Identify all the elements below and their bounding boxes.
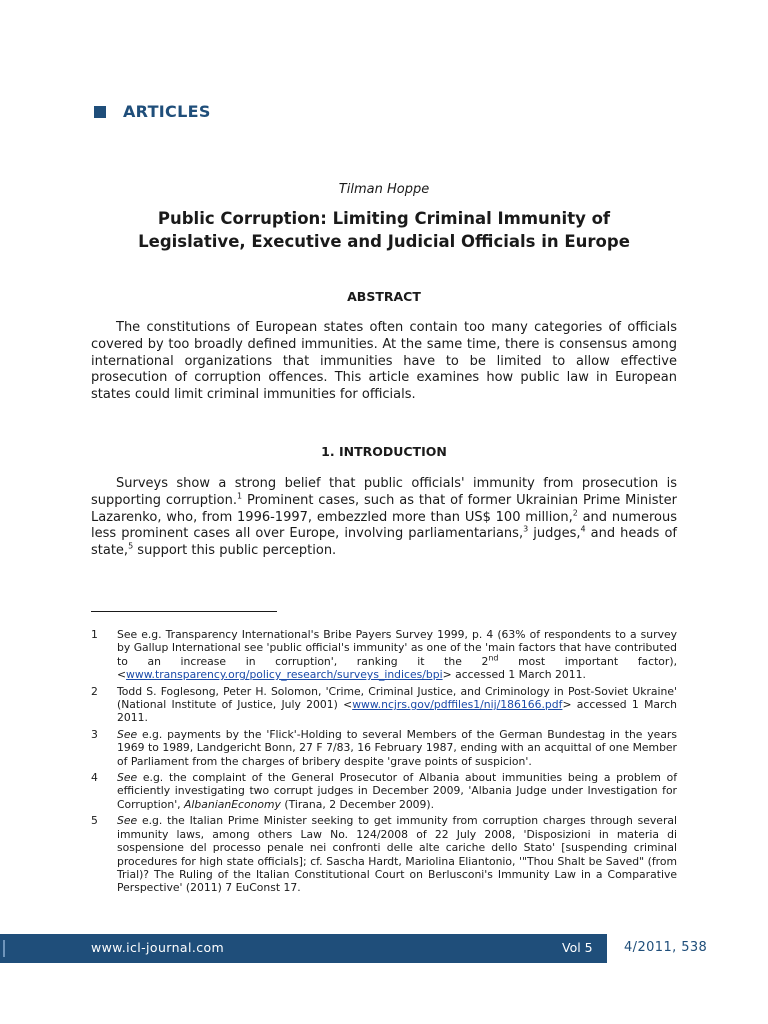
footnote-text: See e.g. the complaint of the General Prosecutor of Albania about immunities being a problem of efficiently investigating two corrupt judges in December 2009, 'Albania Judge under Investigation for Corruption', AlbanianEconomy (Tirana, 2 December 2009). [117,771,677,811]
footnote-number: 3 [91,727,98,741]
footnote-text: Todd S. Foglesong, Peter H. Solomon, 'Crime, Criminal Justice, and Criminology in Post-Soviet Ukraine' (National Institute of Justice, July 2001) <www.ncjrs.gov/pdffiles1/nij/186166.pdf> accessed 1 March 2011. [117,684,677,725]
introduction-body [91,476,677,560]
article-title [100,207,668,253]
square-bullet-icon [94,106,106,118]
footnote-number: 5 [91,814,98,828]
footnote-text: See e.g. the Italian Prime Minister seeking to get immunity from corruption charges through several immunity laws, among others Law No. 124/2008 of 22 July 2008, 'Disposizioni in materia di sospensione del processo penale nei confronti delle alte cariche dello Stato' [suspending criminal procedures for high state officials]; cf. Sascha Hardt, Mariolina Eliantonio, '"Thou Shalt be Saved" (from Trial)? The Ruling of the Italian Constitutional Court on Berlusconi's Immunity Law in a Comparative Perspective' (2011) 7 EuConst 17. [117,814,677,895]
footnote-number: 1 [91,628,98,641]
section-label: ARTICLES [123,102,211,121]
footnotes [91,628,677,898]
abstract-text: The constitutions of European states often contain too many categories of officials covered by too broadly defined immunities. At the same time, there is consensus among international organizations that immunities have to be limited to allow effective prosecution of corruption offences. This article examines how public law in European states could limit criminal immunities for officials. [91,320,677,403]
footnote-divider [91,611,277,612]
footer-bar [0,934,607,963]
abstract-body [91,320,677,404]
journal-url[interactable]: www.icl-journal.com [91,940,225,955]
introduction-paragraph: Surveys show a strong belief that public officials' immunity from prosecution is supporting corruption.$^1$ Prominent cases, such as that of former Ukrainian Prime Minister Lazarenko, who, from 1996-1997, embezzled more than US$ 100 million,$^2$ and numerous less prominent cases all over Europe, involving parliamentarians,$^3$ judges,$^4$ and heads of state,$^5$ support this public perception. [91,476,678,559]
footnote-ref[interactable]: 5 [128,541,134,551]
introduction-heading: 1. INTRODUCTION [321,444,447,459]
footnote-item [91,685,677,725]
footnote-item [91,728,677,768]
footnote-ref[interactable]: 2 [572,508,578,518]
footnote-link[interactable]: www.ncjrs.gov/pdffiles1/nij/186166.pdf [352,698,563,712]
abstract-heading: ABSTRACT [347,289,421,304]
volume-label: Vol 5 [562,940,593,955]
title-line: Legislative, Executive and Judicial Officials in Europe [138,232,630,251]
footnote-item [91,628,677,682]
section-heading [94,102,211,121]
article-author: Tilman Hoppe [338,182,430,197]
footnote-number: 2 [91,684,98,698]
footnote-item [91,771,677,811]
footer-accent [3,940,5,957]
footnote-link[interactable]: www.transparency.org/policy_research/surveys_indices/bpi [126,668,443,682]
footnote-text: See e.g. Transparency International's Bribe Payers Survey 1999, p. 4 (63% of respondents to a survey by Gallup International see 'public official's immunity' as one of the 'main factors that have contributed to an increase in corruption', ranking it the 2nd most important factor), <www.transparency.org/policy_research/surveys_indices/bpi> accessed 1 March 2011. [117,628,677,682]
footnote-ref[interactable]: 1 [236,491,243,501]
title-line: Public Corruption: Limiting Criminal Immunity of [157,209,611,228]
page-number: 4/2011, 538 [624,940,708,955]
footnote-number: 4 [91,771,98,785]
footnote-ref[interactable]: 4 [580,525,586,535]
footnote-ref[interactable]: 3 [523,525,529,535]
footnote-text: See e.g. payments by the 'Flick'-Holding to several Members of the German Bundestag in the years 1969 to 1989, Landgericht Bonn, 27 F 7/83, 16 February 1987, ending with an acquittal of one Member of Parliament from the charges of bribery despite 'grave points of suspicion'. [117,727,677,768]
footnote-item [91,814,677,894]
